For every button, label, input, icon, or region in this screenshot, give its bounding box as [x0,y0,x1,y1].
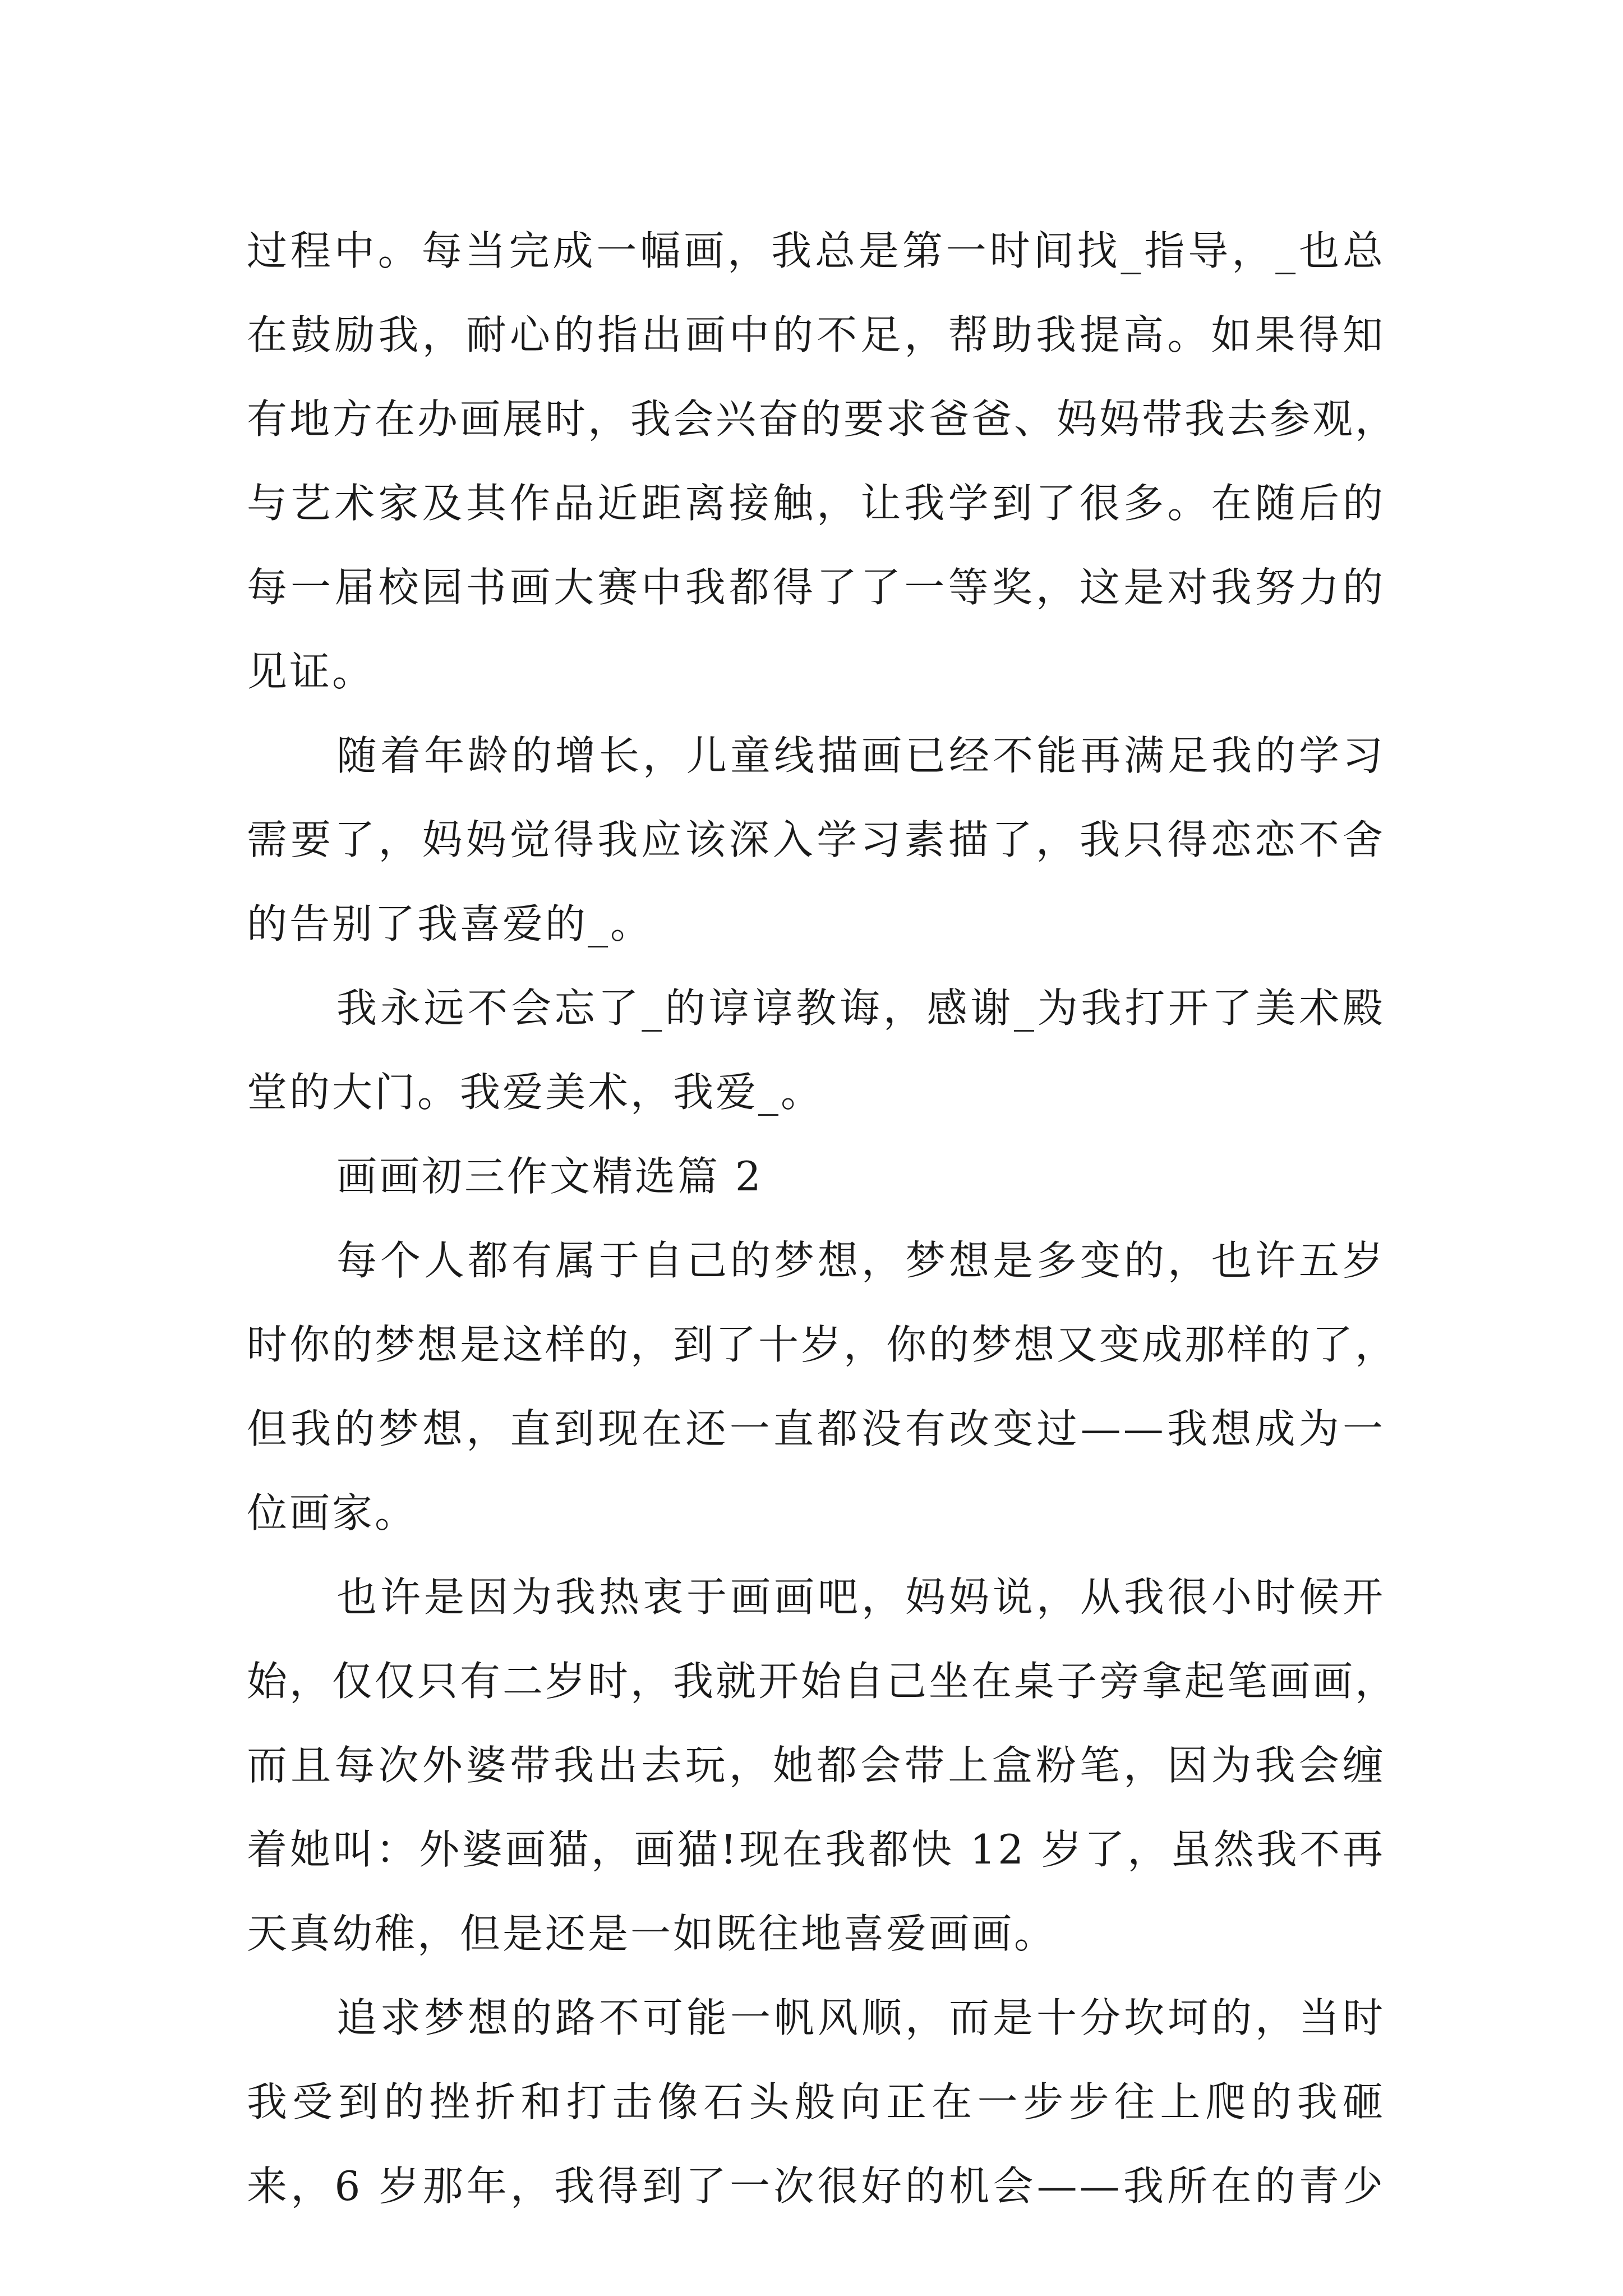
text-line: 见证。 [247,648,375,695]
text-line: 我受到的挫折和打击像石头般向正在一步步往上爬的我砸 [247,2078,1385,2125]
text-line: 也许是因为我热衷于画画吧，妈妈说，从我很小时候开 [336,1573,1385,1621]
text-line: 来，6 岁那年，我得到了一次很好的机会——我所在的青少 [247,2162,1385,2210]
text-line: 需要了，妈妈觉得我应该深入学习素描了，我只得恋恋不舍 [247,816,1385,863]
text-line: 每一届校园书画大赛中我都得了了一等奖，这是对我努力的 [247,564,1385,611]
text-line: 时你的梦想是这样的，到了十岁，你的梦想又变成那样的了， [247,1321,1398,1368]
text-line: 但我的梦想，直到现在还一直都没有改变过——我想成为一 [247,1405,1385,1452]
text-line: 堂的大门。我爱美术，我爱_。 [247,1069,824,1116]
text-line: 追求梦想的路不可能一帆风顺，而是十分坎坷的，当时 [336,1994,1385,2041]
text-line: 的告别了我喜爱的_。 [247,900,653,947]
text-line: 画画初三作文精选篇 2 [336,1153,763,1200]
document-body [247,209,1398,2228]
text-line: 过程中。每当完成一幅画，我总是第一时间找_指导，_也总 [247,227,1385,274]
text-line: 每个人都有属于自己的梦想，梦想是多变的，也许五岁 [336,1237,1385,1284]
text-line: 而且每次外婆带我出去玩，她都会带上盒粉笔，因为我会缠 [247,1742,1385,1789]
text-line: 随着年龄的增长，儿童线描画已经不能再满足我的学习 [336,732,1385,779]
text-line: 始，仅仅只有二岁时，我就开始自己坐在桌子旁拿起笔画画， [247,1658,1398,1705]
text-line: 有地方在办画展时，我会兴奋的要求爸爸、妈妈带我去参观， [247,395,1398,443]
text-line: 着她叫：外婆画猫，画猫!现在我都快 12 岁了，虽然我不再 [247,1826,1385,1873]
text-line: 我永远不会忘了_的谆谆教诲，感谢_为我打开了美术殿 [336,984,1385,1032]
text-line: 与艺术家及其作品近距离接触，让我学到了很多。在随后的 [247,480,1385,527]
text-line: 在鼓励我，耐心的指出画中的不足，帮助我提高。如果得知 [247,311,1385,358]
text-line: 位画家。 [247,1489,418,1536]
text-line: 天真幼稚，但是还是一如既往地喜爱画画。 [247,1910,1057,1957]
